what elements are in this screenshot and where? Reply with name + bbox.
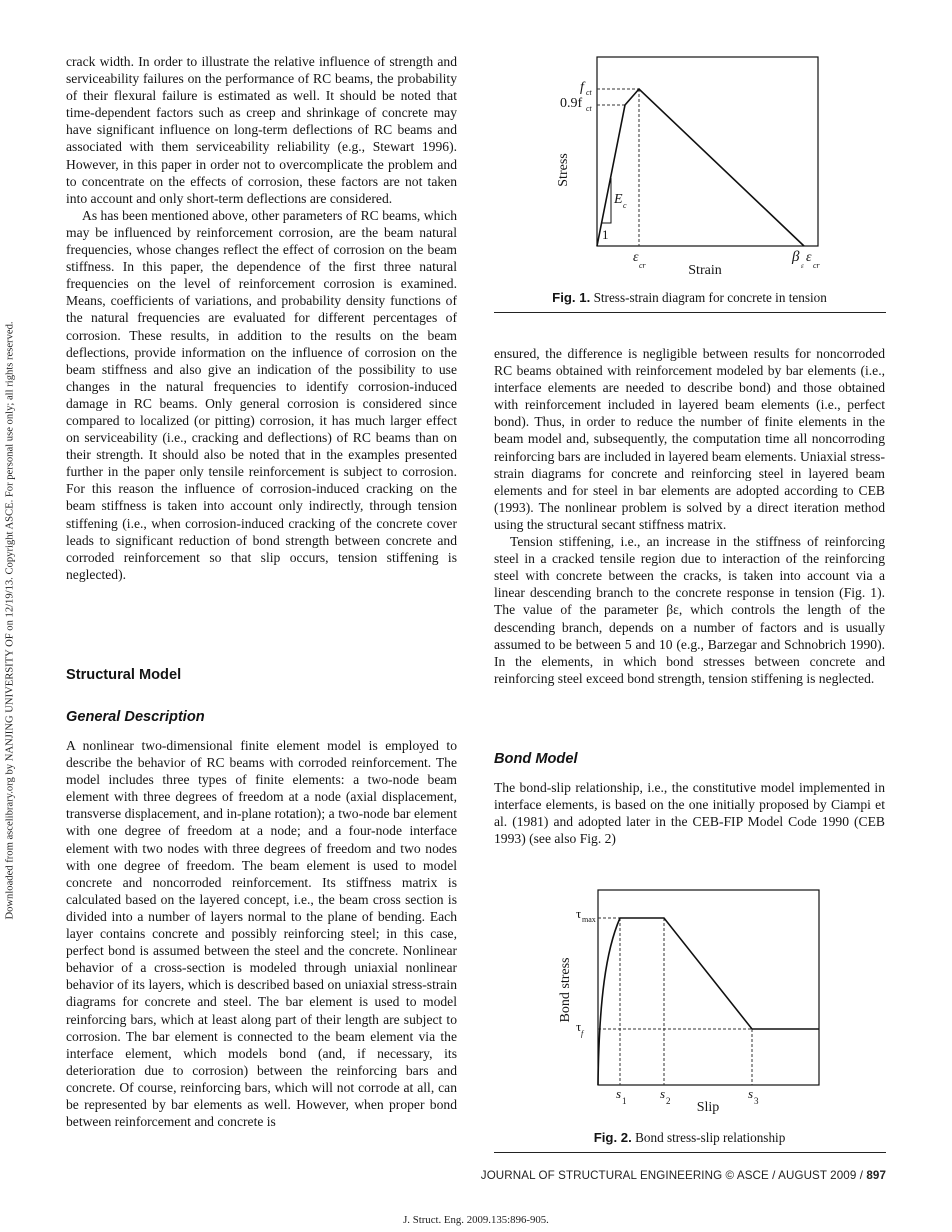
bond-slip-chart: [550, 880, 840, 1120]
svg-text:ε: ε: [806, 250, 812, 265]
subsection-heading: Bond Model: [494, 751, 578, 767]
paragraph: The bond-slip relationship, i.e., the constitutive model implemented in interface elements, is based on the one initially proposed by Ciampi et al. (1981) and adopted later in the CEB-FIP Model Code 1990 (CEB 1993) (see also Fig. 2): [494, 780, 885, 847]
svg-text:2: 2: [666, 1096, 671, 1106]
left-column: [66, 53, 457, 583]
paragraph: A nonlinear two-dimensional finite element model is employed to describe the behavior of RC beams with corroded reinforcement. The model includes three types of finite elements: a two-node beam element with three degrees of freedom at a node (axial displacement, transverse displacement, and in-plane rotation); a two-node bar element with one degree of freedom at a node; and a four-node interface element with two nodes with three degrees of freedom and two nodes with one degree of freedom. The beam element is used to model concrete and noncorroded reinforcement. Its stiffness matrix is calculated based on the layered concept, i.e., the beam cross section is divided into a number of layers normal to the plane of bending. Each layer contains concrete and possibly reinforcing steel; in this case, perfect bond is assumed between the steel and the concrete. Nonlinear behavior of a cross-section is modeled through uniaxial nonlinear behavior of its layers, which is described based on uniaxial stress-strain diagrams for concrete and steel. The bar element is used to model reinforcing bars, which at least along part of their length are subject to corrosion. The bar element is connected to the beam element via the interface element, which models bond (and, if necessary, its deterioration due to corrosion) between the reinforcing bars and concrete. Of course, reinforcing bars, which will not corrode at all, can be represented by bar elements as well. However, when proper bond between reinforcement and concrete is: [66, 738, 457, 1130]
svg-text:Strain: Strain: [688, 263, 722, 278]
paragraph: ensured, the difference is negligible between results for noncorroded RC beams obtained with reinforcement modeled by bar elements (i.e., interface elements are needed to describe bond) and those obtained with reinforcement included in layered beam elements (i.e., perfect bond). Thus, in order to reduce the number of finite elements in the beam model and, subsequently, the computation time all noncorroding reinforcing bars are included in layered beam elements. Uniaxial stress-strain diagrams for concrete and reinforcing steel in layered beam elements and for steel in bar elements are adopted according to CEB (1993). The nonlinear problem is solved by a direct iteration method using the structural secant stiffness matrix.: [494, 346, 885, 532]
svg-text:Slip: Slip: [696, 1100, 720, 1115]
page-number: 897: [866, 1169, 886, 1182]
svg-text:β: β: [792, 249, 800, 265]
svg-text:s: s: [660, 1086, 666, 1101]
svg-text:f: f: [580, 80, 584, 95]
svg-text:3: 3: [754, 1096, 759, 1106]
svg-text:1: 1: [602, 227, 609, 242]
svg-text:τ: τ: [576, 1019, 582, 1034]
svg-text:s: s: [616, 1086, 622, 1101]
citation-footer: J. Struct. Eng. 2009.135:896-905.: [403, 1214, 549, 1226]
svg-text:ε: ε: [633, 250, 639, 265]
svg-text:ct: ct: [586, 88, 592, 97]
figure-2-caption: [494, 1130, 885, 1146]
svg-text:1: 1: [622, 1096, 627, 1106]
figure-1-caption-text: Stress-strain diagram for concrete in tension: [590, 290, 827, 305]
svg-text:Stress: Stress: [556, 153, 571, 187]
right-column-lower: [494, 779, 885, 847]
svg-text:f: f: [581, 1029, 584, 1038]
svg-text:max: max: [582, 915, 596, 924]
svg-text:cr: cr: [813, 261, 820, 270]
svg-text:E: E: [614, 192, 623, 207]
svg-text:s: s: [748, 1086, 754, 1101]
svg-text:cr: cr: [639, 261, 646, 270]
left-column-lower: [66, 737, 457, 1130]
figure-1: [540, 45, 840, 285]
journal-footer: [481, 1169, 886, 1182]
svg-text:τ: τ: [576, 906, 582, 921]
figure-1-rule: [494, 312, 886, 313]
right-column: [494, 345, 885, 687]
figure-2-caption-text: Bond stress-slip relationship: [631, 1130, 786, 1145]
svg-text:0.9f: 0.9f: [560, 96, 583, 111]
figure-2: [550, 880, 840, 1120]
svg-text:c: c: [623, 201, 627, 210]
paragraph: As has been mentioned above, other parameters of RC beams, which may be influenced by reinforcement corrosion, are the beam natural frequencies, whose changes reflect the effect of corrosion on the beam stiffness. In this paper, the dependence of the first three natural frequencies on the level of reinforcement corrosion is examined. Means, coefficients of variations, and probability density functions of the natural frequencies are evaluated for different percentages of corrosion. These results, in addition to the results on the beam deflections, provide information on the influence of corrosion on the beam stiffness and also give an indication of the possibility to use changes in the natural frequencies to identify corrosion-induced damage in RC beams. Only general corrosion is considered since compared to localized (or pitting) corrosion, it has much larger effect on serviceability (i.e., cracking and deflections) of RC beams than on their strength. It should also be noted that in the examples presented further in the paper only tensile reinforcement is subject to corrosion. For this reason the influence of corrosion-induced cracking on the beam stiffness is taken into account only indirectly, through tension stiffening (i.e., when corrosion-induced cracking of the concrete cover leads to significant reduction of bond strength between concrete and corroded reinforcement so that slip occurs, tension stiffening is neglected).: [66, 207, 457, 582]
svg-text:ct: ct: [586, 104, 592, 113]
download-note-text: Downloaded from ascelibrary.org by NANJING UNIVERSITY OF on 12/19/13. Copyright ASCE. For personal use only; all rights reserved.: [4, 321, 16, 920]
journal-name: JOURNAL OF STRUCTURAL ENGINEERING © ASCE / AUGUST 2009 /: [480, 1169, 867, 1182]
figure-2-rule: [494, 1152, 886, 1153]
svg-text:Bond stress: Bond stress: [558, 957, 573, 1023]
subsection-heading: General Description: [66, 709, 205, 725]
svg-text:ε: ε: [801, 262, 804, 270]
figure-1-caption: [494, 290, 885, 306]
figure-2-label: Fig. 2.: [593, 1130, 632, 1145]
section-heading: Structural Model: [66, 667, 182, 683]
figure-1-label: Fig. 1.: [552, 290, 591, 305]
paragraph: crack width. In order to illustrate the relative influence of strength and serviceability failures on the performance of RC beams, the probability of their flexural failure is estimated as well. It should be noted that time-dependent factors such as creep and shrinkage of concrete may have significant influence on long-term deflections of RC beams and associated with them serviceability reliability (e.g., Stewart 1996). However, in this paper in order not to overcomplicate the problem and to concentrate on the effects of corrosion, these factors are not taken into account and only short-term deflections are considered.: [66, 54, 457, 206]
paragraph: Tension stiffening, i.e., an increase in the stiffness of reinforcing steel in a cracked tensile region due to interaction of the reinforcing steel with concrete between the cracks, is taken into account via a linear descending branch to the concrete response in tension (Fig. 1). The value of the parameter βε, which controls the length of the descending branch, depends on a number of factors and is usually assumed to be between 5 and 10 (e.g., Barzegar and Schnobrich 1990). In the elements, in which bond stresses between concrete and reinforcing steel exceed bond strength, tension stiffening is neglected.: [494, 534, 885, 686]
stress-strain-chart: [540, 45, 840, 285]
